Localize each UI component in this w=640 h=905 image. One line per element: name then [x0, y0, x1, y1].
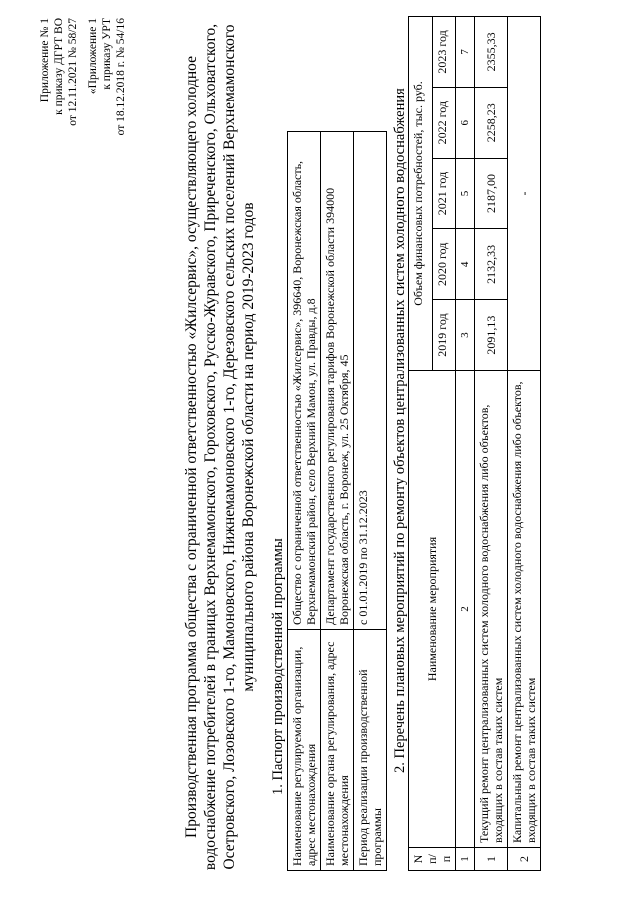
column-number: 5: [456, 158, 475, 229]
appendix-line: «Приложение 1: [87, 18, 99, 95]
row-value: 2132,33: [475, 229, 508, 300]
row-value: 2355,33: [475, 17, 508, 88]
column-header-name: Наименование мероприятия: [409, 371, 456, 848]
column-header-year: 2020 год: [432, 229, 456, 300]
appendix-note-current: [38, 18, 80, 126]
column-number: 2: [456, 371, 475, 848]
row-value: 2187,00: [475, 158, 508, 229]
row-name: Текущий ремонт централизованных систем холодного водоснабжения либо объектов, входящих в состав таких систем: [475, 371, 508, 848]
column-number: 1: [456, 848, 475, 871]
table-row: [321, 132, 354, 871]
passport-label: Период реализации производственной программы: [354, 630, 387, 871]
column-number: 3: [456, 300, 475, 371]
row-number: 2: [508, 848, 541, 871]
appendix-line: Приложение № 1: [39, 18, 51, 103]
column-number: 7: [456, 17, 475, 88]
passport-label: Наименование регулируемой организации, адрес местонахождения: [288, 630, 321, 871]
column-header-number: N п/п: [409, 848, 456, 871]
appendix-note-original: [86, 18, 128, 135]
works-heading: 2. Перечень плановых мероприятий по ремонту объектов централизованных систем холодного водоснабжения: [392, 88, 408, 773]
column-header-volume: Объем финансовых потребностей, тыс. руб.: [409, 17, 433, 371]
row-value: 2258,23: [475, 87, 508, 158]
row-value-dash: -: [508, 17, 541, 371]
appendix-line: от 12.11.2021 № 58/27: [67, 18, 79, 126]
table-row: [508, 17, 541, 871]
appendix-line: к приказу ДГРТ ВО: [53, 18, 65, 115]
works-table: [408, 16, 541, 871]
passport-value: Общество с ограниченной ответственностью «Жилсервис», 396640, Воронежская область, Верхнемамонский район, село Верхний Мамон, ул. Правды, д.8: [288, 132, 321, 630]
passport-label: Наименование органа регулирования, адрес местонахождения: [321, 630, 354, 871]
row-number: 1: [475, 848, 508, 871]
appendix-line: от 18.12.2018 г. № 54/16: [115, 18, 127, 136]
column-header-year: 2023 год: [432, 17, 456, 88]
column-number: 4: [456, 229, 475, 300]
passport-value: Департамент государственного регулирования тарифов Воронежской области 394000 Воронежская область, г. Воронеж, ул. 25 Октября, 45: [321, 132, 354, 630]
row-name: Капитальный ремонт централизованных систем холодного водоснабжения либо объектов, входящих в состав таких систем: [508, 371, 541, 848]
passport-table: [287, 131, 387, 871]
table-row: [288, 132, 321, 871]
table-header-row: [409, 17, 433, 871]
column-header-year: 2019 год: [432, 300, 456, 371]
table-row: [354, 132, 387, 871]
column-header-year: 2021 год: [432, 158, 456, 229]
passport-heading: 1. Паспорт производственной программы: [270, 538, 286, 795]
column-number: 6: [456, 87, 475, 158]
table-row: [475, 17, 508, 871]
row-value: 2091,13: [475, 300, 508, 371]
column-number-row: [456, 17, 475, 871]
appendix-line: к приказу УРТ: [101, 18, 113, 90]
document-title: Производственная программа общества с ограниченной ответственностью «Жилсервис», осуществляющего холодное водоснабжение потребителей в границах Верхнемамонского, Гороховского, Русско-Журавского, Приреченского, Ольховатского, Осетровского, Лозовского 1-го, Мамоновского, Нижнемамоновского 1-го, Дерезовского сельских поселений Верхнемамонского муниципального района Воронежской области на период 2019-2023 годов: [183, 23, 257, 871]
passport-value: с 01.01.2019 по 31.12.2023: [354, 132, 387, 630]
column-header-year: 2022 год: [432, 87, 456, 158]
